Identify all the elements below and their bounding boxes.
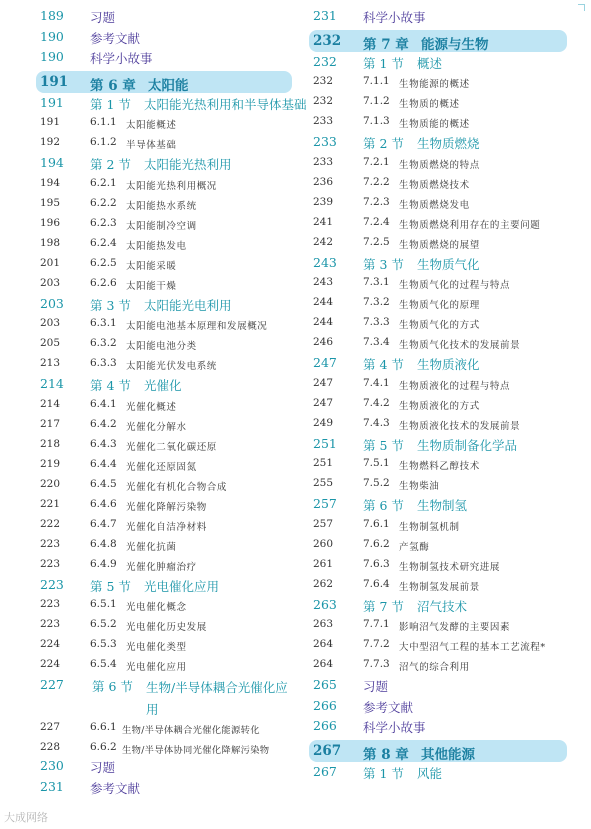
page-number: 192 — [40, 136, 61, 148]
entry-number: 6.1.2 — [90, 136, 117, 148]
entry-title: 生物质气化的原理 — [399, 300, 480, 311]
entry-title: 光电催化应用 — [144, 578, 220, 594]
entry-number: 6.3.1 — [90, 317, 117, 329]
chapter-heading[interactable] — [309, 30, 567, 52]
subsection-entry[interactable] — [40, 356, 292, 376]
page-number: 266 — [313, 718, 337, 733]
entry-title: 太阳能采暖 — [126, 260, 177, 272]
subsection-entry[interactable] — [40, 718, 292, 738]
entry-title: 光催化还原固氮 — [126, 461, 197, 473]
section-entry[interactable] — [313, 134, 567, 155]
entry-title: 生物/半导体耦合光催化应用 — [146, 680, 288, 717]
entry-title: 光催化有机化合物合成 — [126, 481, 228, 493]
entry-number: 7.5.1 — [363, 457, 390, 469]
entry-number: 7.1.3 — [363, 115, 390, 127]
entry-number: 6.4.7 — [90, 517, 117, 530]
page-number: 220 — [40, 477, 61, 490]
page-number: 249 — [313, 416, 334, 429]
backmatter-entry[interactable] — [40, 29, 292, 50]
page-number: 267 — [313, 742, 342, 759]
entry-number: 第 4 节 — [90, 378, 131, 393]
page-number: 260 — [313, 537, 334, 550]
section-entry[interactable] — [313, 54, 567, 75]
entry-number: 6.2.4 — [90, 236, 117, 249]
entry-title: 科学小故事 — [90, 51, 153, 66]
entry-number: 6.4.8 — [90, 537, 117, 550]
chapter-heading[interactable] — [36, 71, 292, 93]
entry-number: 6.3.3 — [90, 357, 117, 369]
subsection-entry[interactable] — [40, 196, 292, 216]
entry-number: 第 6 章 — [90, 77, 136, 94]
subsection-entry[interactable] — [313, 215, 567, 235]
page-number: 224 — [40, 638, 61, 650]
page-number: 190 — [40, 28, 64, 44]
subsection-entry[interactable] — [313, 577, 567, 597]
subsection-entry[interactable] — [40, 176, 292, 196]
subsection-entry[interactable] — [40, 617, 292, 637]
entry-title: 太阳能电池基本原理和发展概况 — [126, 321, 268, 332]
entry-title: 生物质液化的过程与特点 — [399, 380, 511, 392]
page-number: 244 — [313, 316, 334, 328]
subsection-entry[interactable] — [40, 397, 292, 417]
entry-title: 太阳能光热利用和半导体基础 — [144, 96, 307, 112]
subsection-entry[interactable] — [313, 275, 567, 295]
entry-title: 光催化分解水 — [126, 421, 187, 433]
page-number: 262 — [313, 577, 334, 590]
page-number: 231 — [40, 778, 64, 794]
page-number: 221 — [40, 497, 61, 510]
entry-number: 第 4 节 — [363, 357, 404, 372]
entry-number: 第 1 节 — [90, 96, 131, 112]
page-number: 198 — [40, 236, 61, 249]
page-number: 203 — [40, 276, 61, 289]
subsection-entry[interactable] — [313, 637, 567, 657]
entry-title: 生物能源的概述 — [399, 79, 470, 90]
subsection-entry[interactable] — [313, 557, 567, 577]
entry-title: 参考文献 — [363, 699, 414, 715]
entry-number: 6.2.5 — [90, 256, 117, 269]
subsection-entry[interactable] — [313, 295, 567, 315]
page-number: 228 — [40, 741, 61, 753]
section-entry[interactable] — [40, 94, 307, 116]
entry-title: 影响沼气发酵的主要因素 — [399, 622, 511, 633]
entry-title: 产氢酶 — [399, 541, 430, 553]
section-entry[interactable] — [40, 376, 292, 397]
subsection-entry[interactable] — [40, 417, 292, 437]
entry-number: 7.1.2 — [363, 95, 390, 107]
entry-number: 第 5 节 — [363, 437, 404, 453]
backmatter-entry[interactable] — [40, 758, 292, 779]
entry-title: 科学小故事 — [363, 10, 426, 25]
entry-number: 6.5.2 — [90, 618, 117, 630]
page-number: 257 — [313, 496, 337, 511]
entry-number: 6.4.2 — [90, 417, 117, 430]
page-number: 261 — [313, 557, 334, 570]
entry-title: 参考文献 — [90, 30, 141, 46]
entry-number: 7.4.1 — [363, 376, 390, 389]
entry-number: 第 7 节 — [363, 598, 404, 614]
entry-number: 第 6 节 — [92, 679, 133, 694]
entry-title: 生物质燃烧利用存在的主要问题 — [399, 219, 541, 231]
page-number: 191 — [40, 116, 61, 128]
page-number: 263 — [313, 618, 334, 630]
entry-number: 7.2.4 — [363, 215, 390, 228]
entry-title: 生物质燃烧 — [417, 136, 480, 151]
entry-number: 6.4.5 — [90, 477, 117, 490]
section-entry[interactable] — [313, 436, 567, 457]
subsection-entry[interactable] — [313, 74, 567, 94]
entry-title: 生物质燃烧技术 — [399, 179, 470, 191]
section-entry[interactable] — [40, 296, 292, 317]
page-number: 241 — [313, 215, 334, 228]
entry-title: 参考文献 — [90, 780, 141, 796]
entry-number: 6.4.4 — [90, 457, 117, 470]
section-entry[interactable] — [40, 577, 292, 598]
page-number: 203 — [40, 295, 64, 311]
chapter-heading[interactable] — [309, 740, 567, 762]
entry-title: 大中型沼气工程的基本工艺流程* — [399, 642, 546, 653]
page-number: 247 — [313, 376, 334, 389]
entry-number: 6.5.3 — [90, 638, 117, 650]
entry-title: 生物质气化技术的发展前景 — [399, 340, 521, 351]
page-number: 233 — [313, 134, 337, 149]
subsection-entry[interactable] — [313, 456, 567, 476]
page-number: 203 — [40, 317, 61, 329]
entry-title: 光催化 — [144, 378, 182, 393]
page-number: 236 — [313, 175, 334, 188]
entry-title: 习题 — [90, 760, 116, 775]
page-number: 264 — [313, 638, 334, 650]
page-number: 222 — [40, 517, 61, 530]
backmatter-entry[interactable] — [40, 8, 292, 29]
page-number: 223 — [40, 576, 64, 592]
entry-title: 生物质液化的方式 — [399, 400, 480, 412]
entry-number: 7.6.1 — [363, 517, 390, 530]
page-number: 213 — [40, 357, 61, 369]
page-number: 218 — [40, 437, 61, 450]
entry-title: 生物/半导体耦合光催化能源转化 — [122, 725, 260, 736]
entry-title: 光催化肿瘤治疗 — [126, 561, 197, 573]
entry-title: 光催化降解污染物 — [126, 501, 207, 513]
subsection-entry[interactable] — [40, 597, 292, 617]
page-number: 232 — [313, 32, 342, 49]
backmatter-entry[interactable] — [313, 718, 567, 739]
page-number: 196 — [40, 216, 61, 229]
subsection-entry[interactable] — [40, 135, 292, 155]
toc-right-column — [313, 8, 567, 784]
entry-number: 第 7 章 — [363, 36, 409, 53]
entry-title: 生物制氢发展前景 — [399, 581, 480, 593]
entry-number: 第 1 节 — [363, 55, 404, 71]
backmatter-entry[interactable] — [40, 49, 292, 70]
entry-title: 太阳能光热利用 — [144, 157, 232, 172]
entry-number: 6.4.9 — [90, 557, 117, 570]
subsection-entry[interactable] — [40, 256, 292, 276]
entry-title: 光电催化应用 — [126, 662, 187, 673]
entry-number: 6.5.4 — [90, 658, 117, 670]
entry-number: 第 8 章 — [363, 746, 409, 763]
entry-number: 第 5 节 — [90, 578, 131, 594]
entry-title: 太阳能概述 — [126, 120, 177, 131]
entry-number: 7.3.3 — [363, 316, 390, 328]
entry-title: 沼气的综合利用 — [399, 662, 470, 673]
entry-number: 7.6.3 — [363, 557, 390, 570]
page-number: 265 — [313, 677, 337, 692]
page-number: 194 — [40, 155, 64, 170]
subsection-entry[interactable] — [40, 216, 292, 236]
entry-title: 生物质气化 — [417, 256, 480, 272]
entry-title: 光催化自洁净材料 — [126, 521, 207, 533]
backmatter-entry[interactable] — [40, 779, 292, 800]
subsection-entry[interactable] — [40, 657, 292, 677]
entry-title: 生物制氢机制 — [399, 521, 460, 533]
subsection-entry[interactable] — [313, 315, 567, 335]
entry-title: 能源与生物 — [421, 36, 489, 53]
page-number: 201 — [40, 256, 61, 269]
subsection-entry[interactable] — [40, 497, 292, 517]
entry-number: 7.7.3 — [363, 658, 390, 670]
entry-title: 光电催化历史发展 — [126, 622, 207, 633]
subsection-entry[interactable] — [40, 517, 292, 537]
page-number: 239 — [313, 195, 334, 208]
entry-number: 7.4.3 — [363, 416, 390, 429]
entry-title: 太阳能干燥 — [126, 280, 177, 292]
page-number: 189 — [40, 8, 64, 23]
entry-title: 太阳能制冷空调 — [126, 220, 197, 232]
page-number: 263 — [313, 596, 337, 612]
entry-title: 风能 — [417, 765, 443, 781]
entry-title: 生物质气化的方式 — [399, 320, 480, 331]
page-number: 217 — [40, 417, 61, 430]
page-number: 255 — [313, 477, 334, 489]
entry-number: 7.2.3 — [363, 195, 390, 208]
entry-title: 太阳能电池分类 — [126, 341, 197, 352]
subsection-entry[interactable] — [313, 376, 567, 396]
entry-title: 太阳能热水系统 — [126, 200, 197, 212]
entry-number: 第 1 节 — [363, 765, 404, 781]
entry-number: 第 6 节 — [363, 498, 404, 513]
entry-title: 半导体基础 — [126, 140, 177, 151]
page-number: 233 — [313, 155, 334, 168]
subsection-entry[interactable] — [40, 276, 292, 296]
entry-title: 生物质能的概述 — [399, 119, 470, 130]
entry-number: 第 3 节 — [90, 297, 131, 313]
entry-number: 7.5.2 — [363, 477, 390, 489]
subsection-entry[interactable] — [40, 336, 292, 356]
entry-title: 生物质液化技术的发展前景 — [399, 420, 521, 432]
entry-number: 第 3 节 — [363, 256, 404, 272]
entry-number: 7.3.4 — [363, 336, 390, 348]
section-entry[interactable] — [313, 355, 567, 376]
entry-number: 6.3.2 — [90, 337, 117, 349]
page-number: 233 — [313, 115, 334, 127]
page-number: 257 — [313, 517, 334, 530]
entry-title: 沼气技术 — [417, 598, 468, 614]
subsection-entry[interactable] — [313, 335, 567, 355]
subsection-entry[interactable] — [40, 557, 292, 577]
entry-title: 生物质燃烧发电 — [399, 199, 470, 211]
subsection-entry[interactable] — [313, 114, 567, 134]
entry-title: 生物质气化的过程与特点 — [399, 280, 511, 291]
page-number: 230 — [40, 758, 64, 773]
entry-title: 光电催化概念 — [126, 602, 187, 613]
section-entry[interactable] — [313, 764, 567, 785]
subsection-entry[interactable] — [40, 537, 292, 557]
entry-title: 生物质燃烧的特点 — [399, 159, 480, 171]
entry-title: 生物制氢技术研究进展 — [399, 561, 501, 573]
page-number: 247 — [313, 355, 337, 370]
entry-title: 光催化二氧化碳还原 — [126, 441, 217, 453]
entry-title: 生物/半导体协同光催化降解污染物 — [122, 745, 270, 756]
page-number: 243 — [313, 254, 337, 270]
backmatter-entry[interactable] — [313, 677, 567, 698]
entry-number: 6.6.1 — [90, 721, 117, 733]
subsection-entry[interactable] — [313, 476, 567, 496]
entry-title: 生物柴油 — [399, 481, 440, 492]
page-number: 264 — [313, 658, 334, 670]
page-number: 219 — [40, 457, 61, 470]
entry-title: 光催化概述 — [126, 401, 177, 413]
entry-title: 光催化抗菌 — [126, 541, 177, 553]
page-number: 266 — [313, 697, 337, 713]
toc-left-column — [40, 8, 307, 799]
entry-title: 太阳能光电利用 — [144, 297, 232, 313]
entry-number: 6.4.1 — [90, 397, 117, 410]
subsection-entry[interactable] — [40, 236, 292, 256]
page-number: 223 — [40, 537, 61, 550]
entry-title: 太阳能光伏发电系统 — [126, 361, 217, 372]
subsection-entry[interactable] — [40, 637, 292, 657]
page-number: 214 — [40, 376, 64, 391]
subsection-entry[interactable] — [313, 537, 567, 557]
entry-title: 生物质燃烧的展望 — [399, 239, 480, 251]
page-number: 251 — [313, 457, 334, 469]
entry-title: 概述 — [417, 55, 443, 71]
subsection-entry[interactable] — [313, 517, 567, 537]
page-number: 223 — [40, 557, 61, 570]
subsection-entry[interactable] — [313, 396, 567, 416]
page-number: 247 — [313, 396, 334, 409]
section-entry[interactable] — [313, 496, 567, 517]
page-number: 242 — [313, 235, 334, 248]
page-number: 246 — [313, 336, 334, 348]
entry-number: 7.4.2 — [363, 396, 390, 409]
subsection-entry[interactable] — [313, 617, 567, 637]
entry-title: 生物质制备化学品 — [417, 437, 518, 453]
entry-number: 6.2.6 — [90, 276, 117, 289]
entry-title: 太阳能热发电 — [126, 240, 187, 252]
entry-title: 习题 — [363, 679, 389, 694]
entry-number: 第 2 节 — [90, 157, 131, 172]
subsection-entry[interactable] — [40, 477, 292, 497]
page-number: 224 — [40, 658, 61, 670]
entry-number: 7.7.1 — [363, 618, 390, 630]
entry-number: 7.2.2 — [363, 175, 390, 188]
page-number: 191 — [40, 94, 64, 110]
entry-title: 其他能源 — [421, 746, 475, 763]
page-number: 243 — [313, 276, 334, 288]
entry-title: 太阳能 — [148, 77, 189, 94]
entry-number: 6.4.3 — [90, 437, 117, 450]
entry-title: 生物燃料乙醇技术 — [399, 461, 480, 472]
section-entry[interactable] — [40, 677, 292, 718]
page-number: 223 — [40, 598, 61, 610]
entry-number: 7.2.5 — [363, 235, 390, 248]
entry-title: 生物质液化 — [417, 357, 480, 372]
entry-number: 7.6.2 — [363, 537, 390, 550]
entry-number: 6.2.3 — [90, 216, 117, 229]
page-number: 191 — [40, 73, 69, 90]
subsection-entry[interactable] — [40, 738, 292, 758]
subsection-entry[interactable] — [313, 94, 567, 114]
entry-title: 科学小故事 — [363, 720, 426, 735]
entry-number: 6.1.1 — [90, 116, 117, 128]
page-number: 214 — [40, 397, 61, 410]
entry-number: 6.5.1 — [90, 598, 117, 610]
entry-title: 太阳能光热利用概况 — [126, 180, 217, 192]
entry-title: 生物制氢 — [417, 498, 468, 513]
subsection-entry[interactable] — [40, 437, 292, 457]
entry-number: 7.7.2 — [363, 638, 390, 650]
entry-title: 生物质的概述 — [399, 99, 460, 110]
section-entry[interactable] — [313, 597, 567, 618]
page-number: 227 — [40, 721, 61, 733]
subsection-entry[interactable] — [40, 115, 292, 135]
page-number: 223 — [40, 618, 61, 630]
subsection-entry[interactable] — [313, 195, 567, 215]
entry-number: 第 2 节 — [363, 136, 404, 151]
page-number: 232 — [313, 53, 337, 69]
page-number: 194 — [40, 176, 61, 189]
watermark: 大成网络 — [4, 811, 48, 824]
backmatter-entry[interactable] — [313, 698, 567, 719]
corner-mark — [578, 4, 585, 11]
subsection-entry[interactable] — [313, 416, 567, 436]
page-number: 227 — [40, 677, 64, 692]
page-number: 190 — [40, 49, 64, 64]
entry-title: 习题 — [90, 10, 116, 25]
subsection-entry[interactable] — [40, 316, 292, 336]
page-number: 231 — [313, 8, 337, 23]
section-entry[interactable] — [313, 255, 567, 276]
entry-number: 7.3.1 — [363, 276, 390, 288]
page-number: 205 — [40, 337, 61, 349]
entry-number: 6.4.6 — [90, 497, 117, 510]
entry-number: 6.2.1 — [90, 176, 117, 189]
section-entry[interactable] — [40, 155, 292, 176]
backmatter-entry[interactable] — [313, 8, 567, 29]
entry-number: 6.2.2 — [90, 196, 117, 209]
subsection-entry[interactable] — [40, 457, 292, 477]
subsection-entry[interactable] — [313, 235, 567, 255]
subsection-entry[interactable] — [313, 175, 567, 195]
entry-number: 7.6.4 — [363, 577, 390, 590]
page-number: 244 — [313, 296, 334, 308]
page-number: 267 — [313, 763, 337, 779]
entry-number: 6.6.2 — [90, 741, 117, 753]
entry-number: 7.1.1 — [363, 75, 390, 87]
subsection-entry[interactable] — [313, 155, 567, 175]
entry-number: 7.2.1 — [363, 155, 390, 168]
entry-title: 光电催化类型 — [126, 642, 187, 653]
page-number: 251 — [313, 435, 337, 451]
entry-number: 7.3.2 — [363, 296, 390, 308]
page-number: 232 — [313, 95, 334, 107]
subsection-entry[interactable] — [313, 657, 567, 677]
page-number: 195 — [40, 196, 61, 209]
page-number: 232 — [313, 75, 334, 87]
